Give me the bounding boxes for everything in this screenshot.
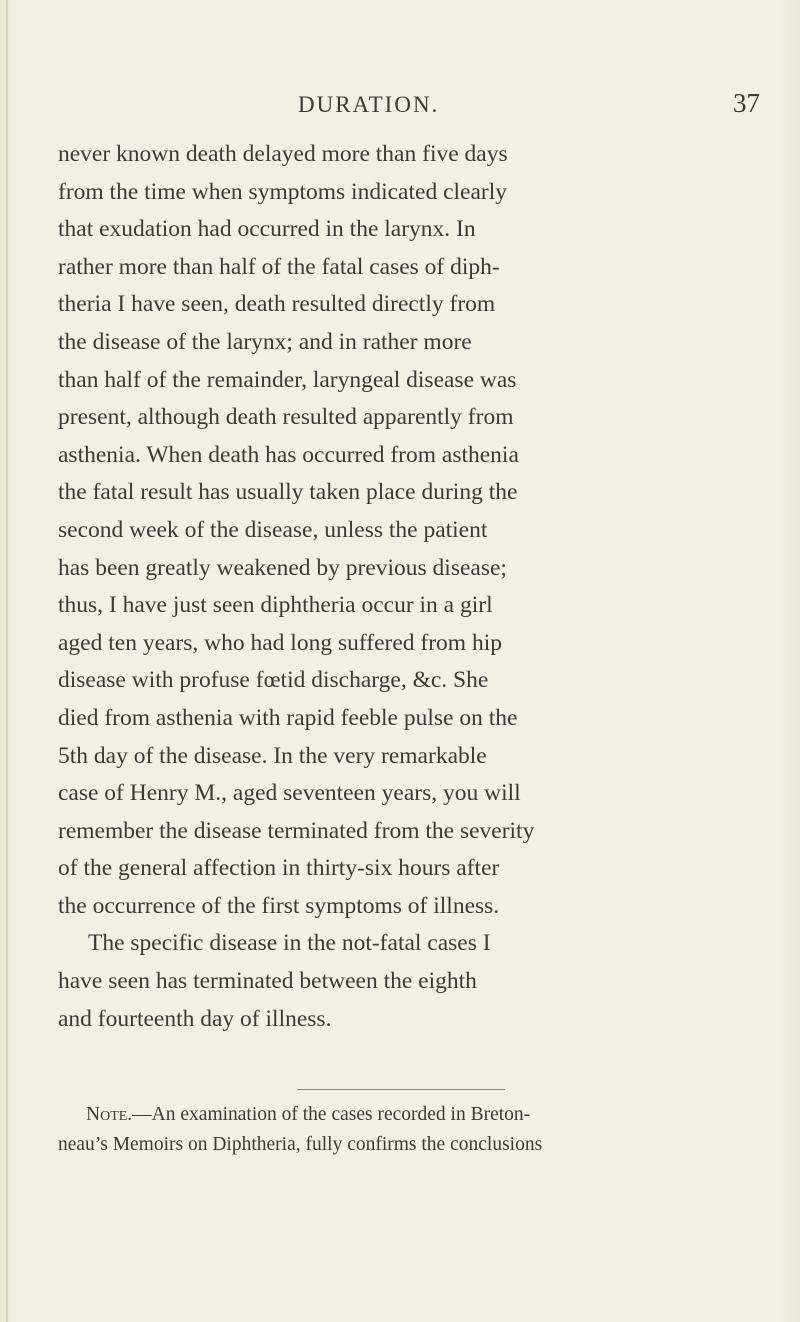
footnote [58, 1100, 758, 1160]
body-line: thus, I have just seen diphtheria occur in a girl [58, 592, 493, 619]
body-paragraphs [58, 136, 758, 1038]
body-line-paragraph-start: The specific disease in the not-fatal cases I [88, 930, 491, 957]
body-line: second week of the disease, unless the patient [58, 516, 488, 543]
running-title: DURATION. [298, 92, 440, 117]
body-line: that exudation had occurred in the larynx. In [58, 216, 476, 243]
body-line: case of Henry M., aged seventeen years, you will [58, 780, 521, 807]
body-line: rather more than half of the fatal cases of diph- [58, 253, 500, 280]
page-number: 37 [733, 88, 760, 118]
body-line: never known death delayed more than five days [58, 141, 508, 167]
body-line: of the general affection in thirty-six hours after [58, 855, 500, 882]
body-line: theria I have seen, death resulted directly from [58, 291, 496, 318]
body-line: asthenia. When death has occurred from asthenia [58, 441, 519, 468]
body-line: the occurrence of the first symptoms of illness. [58, 892, 500, 919]
body-line: and fourteenth day of illness. [58, 1005, 332, 1032]
body-line: the disease of the larynx; and in rather more [58, 328, 472, 355]
footnote-line [58, 1100, 758, 1130]
footnote-line: neau’s Memoirs on Diphtheria, fully confirms the conclusions [58, 1134, 543, 1155]
page-gutter-edge [6, 0, 8, 1322]
body-line: remember the disease terminated from the severity [58, 817, 535, 844]
body-line: present, although death resulted apparently from [58, 404, 514, 431]
body-line: died from asthenia with rapid feeble pulse on the [58, 704, 518, 731]
body-line: has been greatly weakened by previous disease; [58, 554, 507, 581]
body-line: from the time when symptoms indicated clearly [58, 178, 507, 205]
body-line: 5th day of the disease. In the very remarkable [58, 742, 487, 769]
body-line: disease with profuse fœtid discharge, &c. She [58, 667, 489, 694]
body-line: the fatal result has usually taken place during the [58, 479, 518, 506]
running-head [0, 84, 800, 124]
footnote-label: Note. [86, 1104, 133, 1125]
footnote-text: —An examination of the cases recorded in Breton- [132, 1104, 531, 1125]
body-line: have seen has terminated between the eighth [58, 968, 477, 995]
body-line: than half of the remainder, laryngeal disease was [58, 366, 517, 393]
footnote-divider [297, 1089, 505, 1090]
body-line: aged ten years, who had long suffered from hip [58, 629, 502, 656]
